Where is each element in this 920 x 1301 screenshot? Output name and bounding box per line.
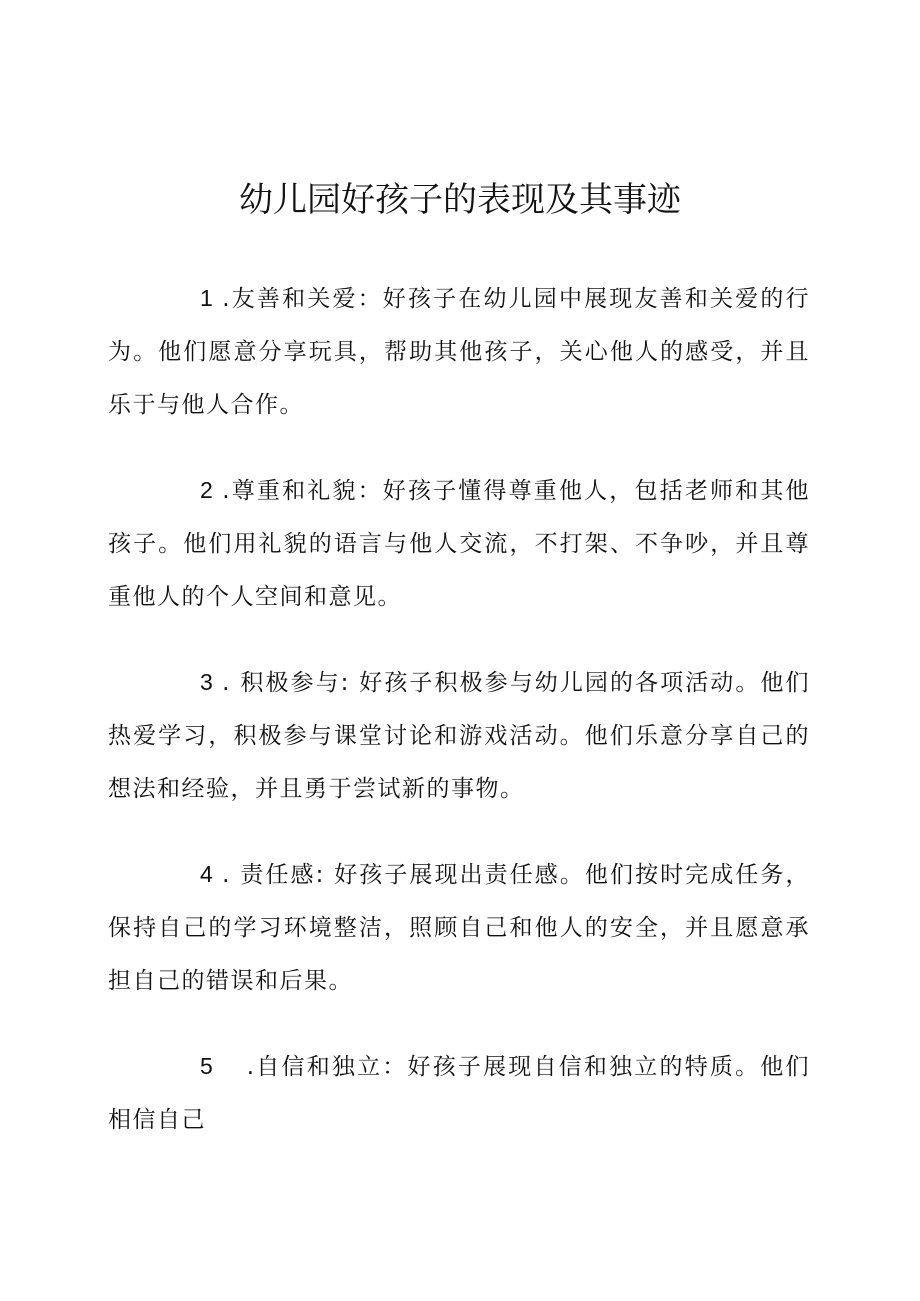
list-item <box>108 272 810 432</box>
list-item <box>108 848 810 1008</box>
document-title: 幼儿园好孩子的表现及其事迹 <box>239 180 681 220</box>
list-item <box>108 656 810 816</box>
item-number: 5 <box>200 1053 213 1079</box>
list-item <box>108 464 810 624</box>
item-number: 4 <box>200 861 213 887</box>
item-text: . 积极参与: 好孩子积极参与幼儿园的各项活动。他们热爱学习，积极参与课堂讨论和游戏活动。他们乐意分享自己的想法和经验，并且勇于尝试新的事物。 <box>108 670 810 802</box>
list-item <box>108 1040 810 1147</box>
item-text: .自信和独立：好孩子展现自信和独立的特质。他们相信自己 <box>108 1054 810 1133</box>
item-number: 1 <box>200 285 213 311</box>
item-number: 2 <box>200 477 213 503</box>
item-text: .友善和关爱：好孩子在幼儿园中展现友善和关爱的行为。他们愿意分享玩具，帮助其他孩子，关心他人的感受，并且乐于与他人合作。 <box>108 286 810 418</box>
item-number: 3 <box>200 669 213 695</box>
item-text: . 责任感: 好孩子展现出责任感。他们按时完成任务，保持自己的学习环境整洁，照顾自己和他人的安全，并且愿意承担自己的错误和后果。 <box>108 862 810 994</box>
item-text: .尊重和礼貌：好孩子懂得尊重他人，包括老师和其他孩子。他们用礼貌的语言与他人交流，不打架、不争吵，并且尊重他人的个人空间和意见。 <box>108 478 810 610</box>
